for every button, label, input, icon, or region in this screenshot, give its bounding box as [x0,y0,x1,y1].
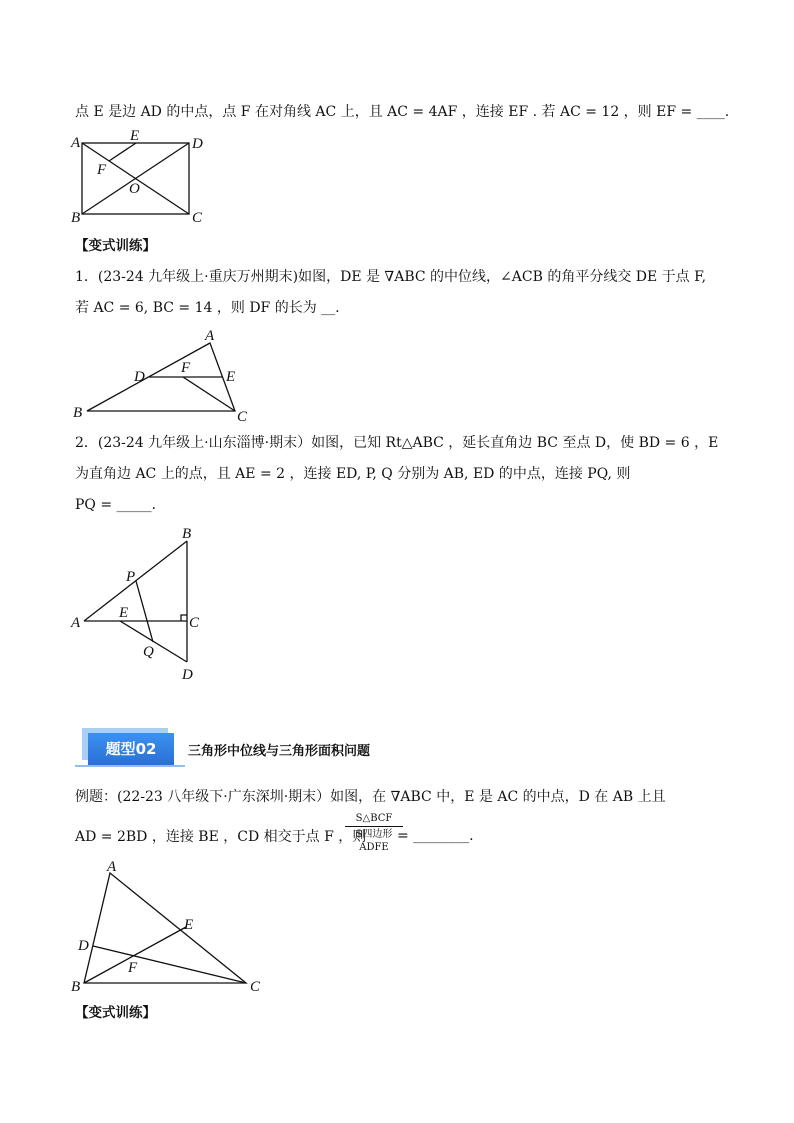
fig3-label-b: B [182,526,192,542]
segment-ed [120,621,187,662]
segment-ef [109,143,136,161]
problem-1-line-1: 1．(23-24 九年级上·重庆万州期末)如图，DE 是 ∇ABC 的中位线，∠ACB 的角平分线交 DE 于点 F, [75,269,707,285]
segment-pq [136,581,153,642]
problem-2-line-3: PQ = _____. [75,497,156,513]
fig3-label-e: E [119,605,129,621]
bisector-cf [183,377,235,411]
fig3-label-a: A [71,615,81,631]
figure-2 [87,343,235,411]
fig1-label-f: F [97,162,107,178]
fig2-label-a: A [205,328,215,344]
fig1-label-c: C [192,210,203,226]
diagonal-ac [82,143,189,214]
area-ratio-fraction [345,812,403,854]
variation-heading: 【变式训练】 [75,238,156,254]
section-badge: 题型02 [88,733,174,765]
triangle-abc [87,343,235,411]
section-title: 三角形中位线与三角形面积问题 [188,744,371,759]
fraction-numerator: S△BCF [345,812,403,827]
problem-1-line-2: 若 AC = 6, BC = 14 ，则 DF 的长为 __. [75,300,340,316]
section-underline [75,765,185,767]
cevian-be [84,927,186,983]
fraction-denominator: S四边形ADFE [355,829,393,853]
fig1-label-b: B [71,210,81,226]
fig2-label-d: D [134,369,145,385]
triangle-abc-2 [84,873,246,983]
fig3-label-d: D [182,667,193,683]
cevian-cd [93,946,246,983]
variation-heading-2: 【变式训练】 [75,1005,156,1021]
example-line-2: AD = 2BD ，连接 BE ，CD 相交于点 F ，则 [75,829,367,845]
rectangle-abcd [82,143,189,214]
fig4-label-d: D [78,938,89,954]
example-answer-blank: = ________. [397,828,474,844]
fig2-label-c: C [237,409,248,425]
fig2-label-f: F [181,360,191,376]
fig3-label-c: C [189,615,200,631]
fig4-label-a: A [107,859,117,875]
figure-3 [84,541,187,662]
hypotenuse-ab [84,541,187,621]
intro-text: 点 E 是边 AD 的中点，点 F 在对角线 AC 上，且 AC = 4AF ，连接 EF . 若 AC = 12 ，则 EF = ____. [75,104,730,120]
problem-2-line-2: 为直角边 AC 上的点，且 AE = 2 ，连接 ED, P, Q 分别为 AB, ED 的中点，连接 PQ, 则 [75,466,631,482]
figure-4 [84,873,246,983]
fig1-label-d: D [192,136,203,152]
fig3-label-p: P [126,569,136,585]
fig2-label-b: B [73,405,83,421]
fig4-label-e: E [184,917,194,933]
fig1-label-o: O [129,181,140,197]
right-angle-mark [181,615,187,621]
fig1-label-e: E [130,128,140,144]
example-line-1: 例题：(22-23 八年级下·广东深圳·期末）如图，在 ∇ABC 中，E 是 AC 的中点，D 在 AB 上且 [75,789,666,805]
fig4-label-f: F [128,960,138,976]
fig3-label-q: Q [143,644,154,660]
figure-1 [82,143,189,214]
fig1-label-a: A [71,135,81,151]
diagonal-bd [82,143,189,214]
fig2-label-e: E [226,369,236,385]
fig4-label-c: C [250,979,261,995]
problem-2-line-1: 2．(23-24 九年级上·山东淄博·期末）如图，已知 Rt△ABC ，延长直角边 BC 至点 D，使 BD = 6 ，E [75,435,719,451]
fig4-label-b: B [71,979,81,995]
